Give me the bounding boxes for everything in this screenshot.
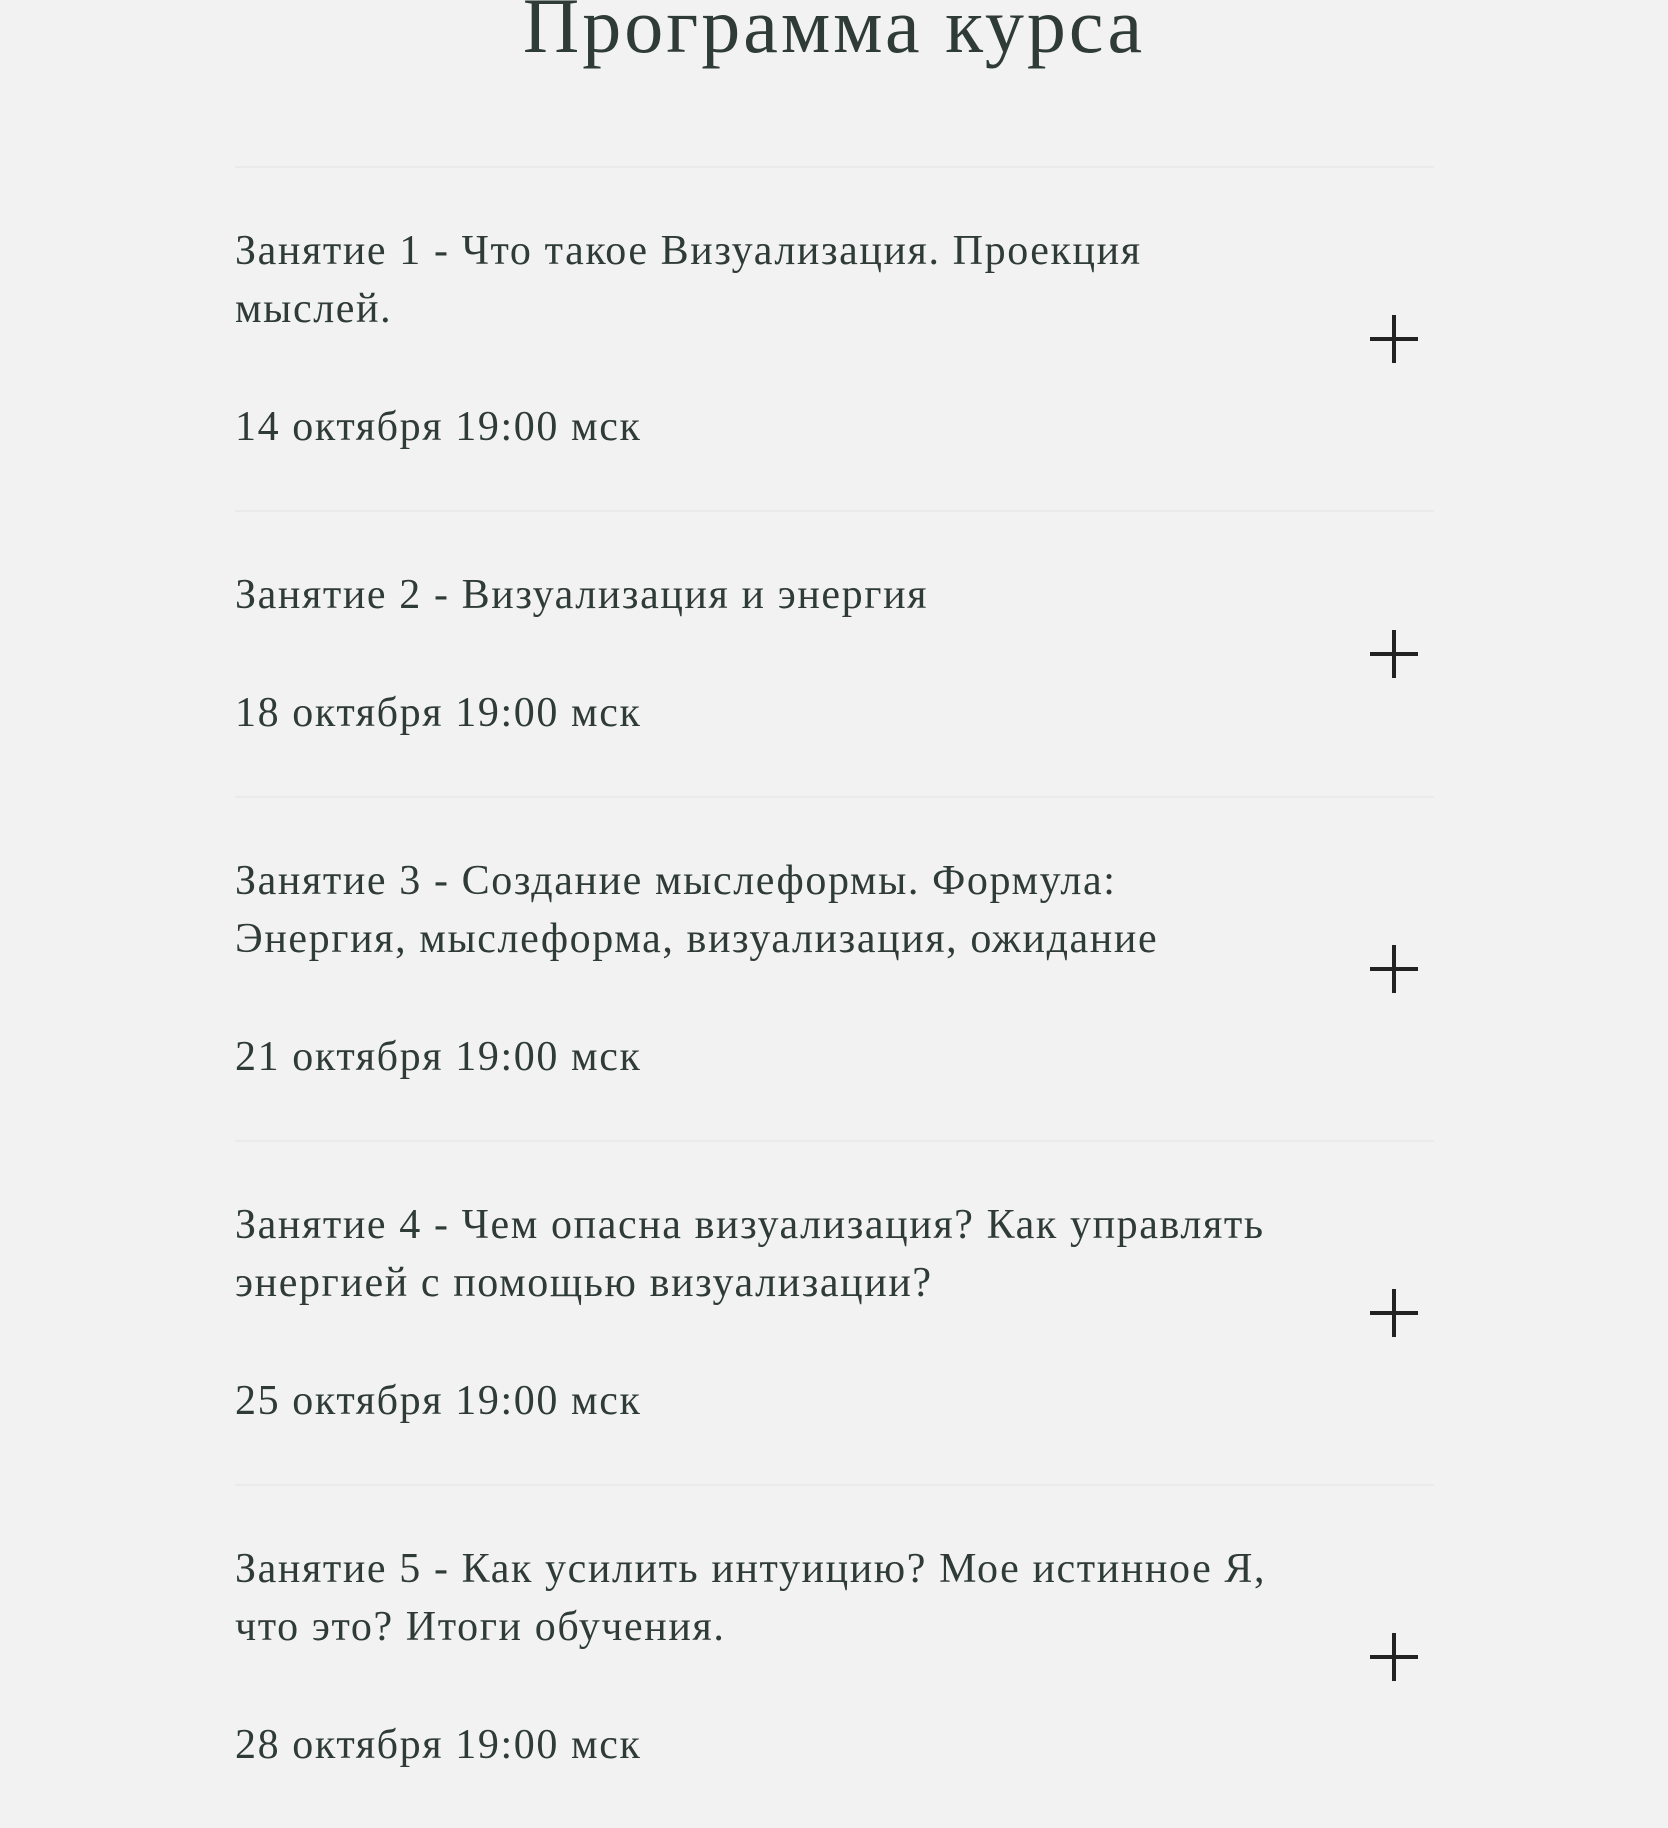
lesson-date: 28 октября 19:00 мск — [235, 1722, 642, 1768]
course-program-accordion — [235, 166, 1434, 1828]
lesson-title — [235, 852, 1434, 968]
lesson-title-line: Занятие 5 - Как усилить интуицию? Мое истинное Я, — [235, 1546, 1267, 1592]
lesson-title-line: что это? Итоги обучения. — [235, 1604, 726, 1650]
lesson-title-line: Занятие 3 - Создание мыслеформы. Формула: — [235, 858, 1117, 904]
lesson-item-4[interactable] — [235, 1140, 1434, 1484]
plus-icon[interactable] — [1370, 1633, 1418, 1681]
lesson-title-line: Занятие 1 - Что такое Визуализация. Проекция — [235, 228, 1142, 274]
lesson-date: 21 октября 19:00 мск — [235, 1034, 642, 1080]
plus-icon[interactable] — [1370, 945, 1418, 993]
lesson-date: 25 октября 19:00 мск — [235, 1378, 642, 1424]
plus-icon[interactable] — [1370, 1289, 1418, 1337]
lesson-title-line: Занятие 2 - Визуализация и энергия — [235, 572, 929, 618]
lesson-title-line: Энергия, мыслеформа, визуализация, ожидание — [235, 916, 1159, 962]
lesson-item-1[interactable] — [235, 166, 1434, 510]
lesson-title — [235, 1196, 1434, 1312]
plus-icon[interactable] — [1370, 315, 1418, 363]
page-title: Программа курса — [522, 0, 1146, 69]
lesson-item-3[interactable] — [235, 796, 1434, 1140]
lesson-item-2[interactable] — [235, 510, 1434, 796]
lesson-title-line: энергией с помощью визуализации? — [235, 1260, 933, 1306]
lesson-title-line: Занятие 4 - Чем опасна визуализация? Как управлять — [235, 1202, 1265, 1248]
lesson-title — [235, 222, 1434, 338]
lesson-date: 18 октября 19:00 мск — [235, 690, 642, 736]
lesson-title-line: мыслей. — [235, 286, 393, 332]
lesson-title — [235, 566, 1434, 624]
lesson-date: 14 октября 19:00 мск — [235, 404, 642, 450]
lesson-item-5[interactable] — [235, 1484, 1434, 1828]
plus-icon[interactable] — [1370, 630, 1418, 678]
lesson-title — [235, 1540, 1434, 1656]
